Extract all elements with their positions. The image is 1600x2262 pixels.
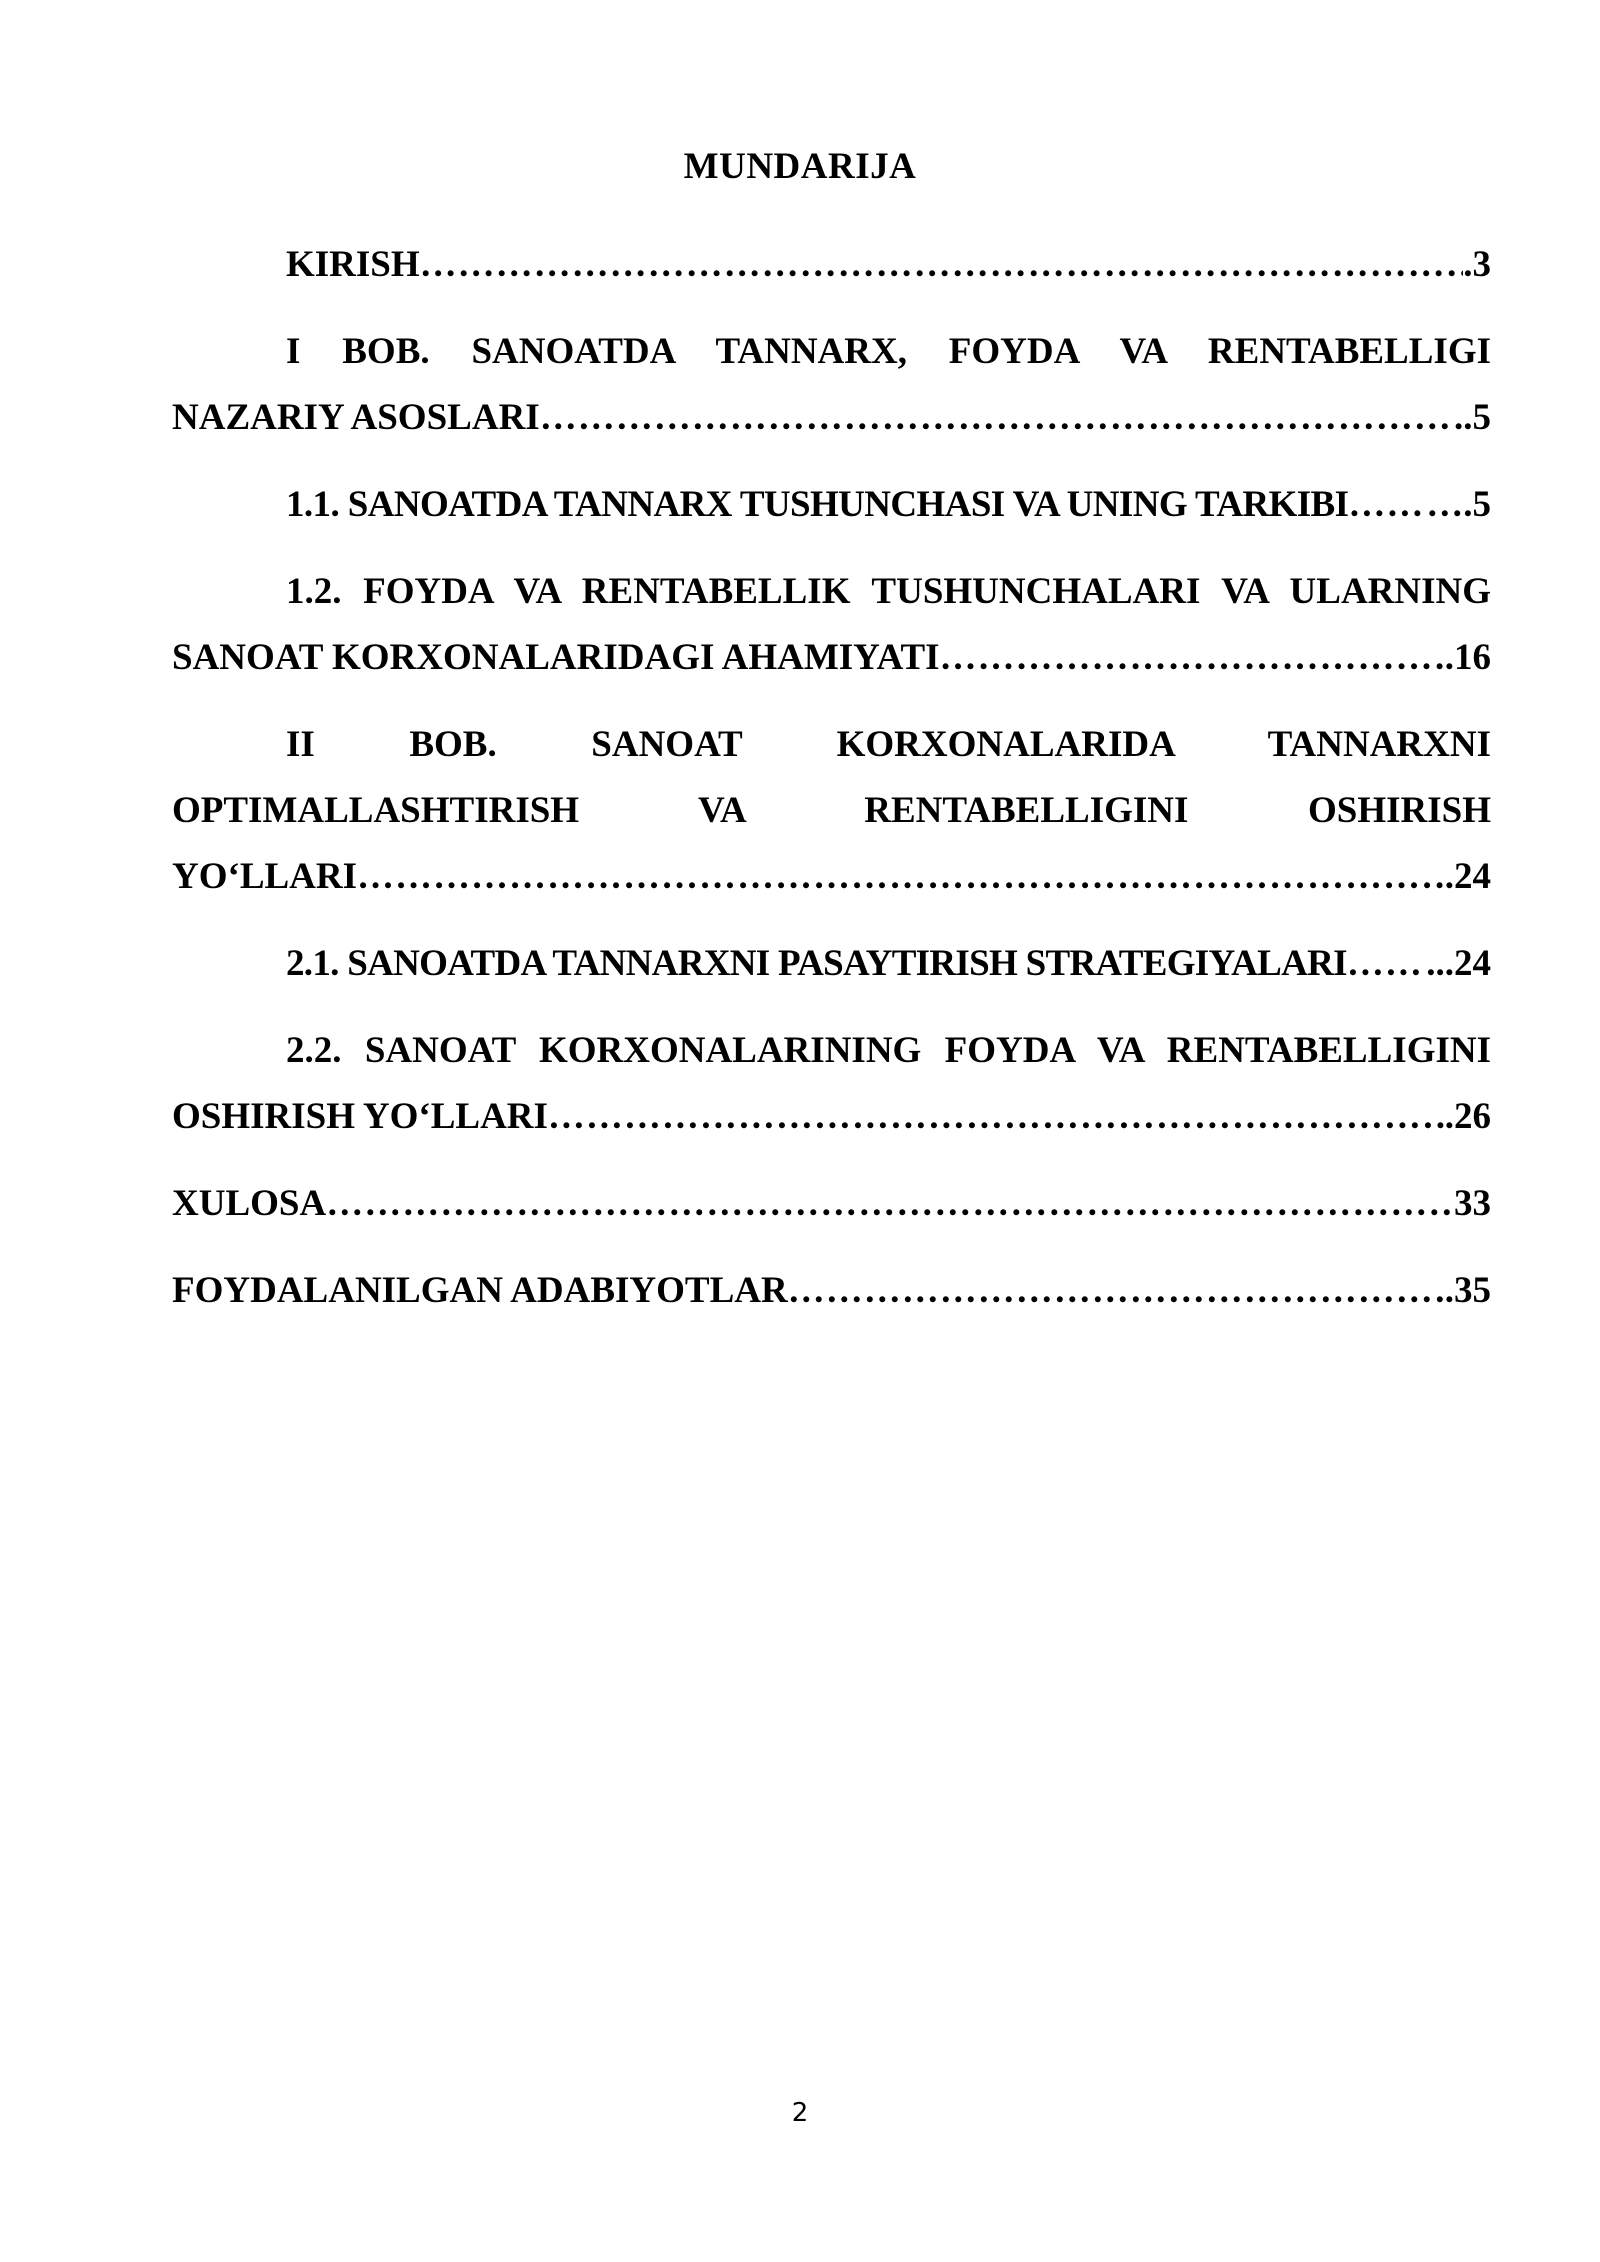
toc-line <box>229 931 1491 997</box>
page-number: 2 <box>791 2098 809 2128</box>
dot-leader <box>788 1258 1445 1324</box>
table-of-contents <box>172 232 1491 1345</box>
toc-line <box>229 232 1491 298</box>
dot-leader <box>940 625 1445 691</box>
toc-line <box>172 625 1491 691</box>
toc-entry-adabiyotlar <box>172 1258 1491 1324</box>
toc-entry-text: SANOAT KORXONALARIDAGI AHAMIYATI <box>172 637 940 678</box>
dot-leader <box>1347 931 1426 997</box>
toc-entry-text: OSHIRISH YO‘LLARI <box>172 1096 548 1137</box>
dot-leader <box>540 385 1454 451</box>
toc-entry-text: KIRISH <box>286 244 420 285</box>
toc-line <box>172 844 1491 910</box>
dot-leader <box>326 1171 1454 1237</box>
toc-line <box>172 1171 1491 1237</box>
toc-entry-text: FOYDALANILGAN ADABIYOTLAR <box>172 1270 788 1311</box>
toc-page-number: .16 <box>1444 637 1491 678</box>
toc-entry-bob2 <box>172 712 1491 910</box>
toc-entry-1-1 <box>229 472 1491 538</box>
toc-line <box>229 472 1491 538</box>
toc-page-number: .35 <box>1444 1270 1491 1311</box>
toc-entry-text: 1.1. SANOATDA TANNARX TUSHUNCHASI VA UNING TARKIBI <box>286 484 1349 525</box>
toc-page-number: ...24 <box>1426 943 1491 984</box>
toc-line: I BOB. SANOATDA TANNARX, FOYDA VA RENTABELLIGI <box>286 331 1491 372</box>
toc-page-number: 33 <box>1454 1183 1491 1224</box>
toc-line: 1.2. FOYDA VA RENTABELLIK TUSHUNCHALARI VA ULARNING <box>286 571 1491 612</box>
toc-entry-text: YO‘LLARI <box>172 856 358 897</box>
dot-leader <box>1348 472 1426 538</box>
toc-line <box>172 1084 1491 1150</box>
toc-entry-xulosa <box>172 1171 1491 1237</box>
toc-page-number: .3 <box>1463 244 1491 285</box>
toc-entry-text: NAZARIY ASOSLARI <box>172 397 540 438</box>
toc-page-number: .26 <box>1444 1096 1491 1137</box>
toc-entry-2-2 <box>172 1018 1491 1150</box>
toc-line: II BOB. SANOAT KORXONALARIDA TANNARXNI <box>286 724 1491 765</box>
dot-leader <box>357 844 1445 910</box>
dot-leader <box>548 1084 1445 1150</box>
toc-line <box>172 1258 1491 1324</box>
toc-line <box>172 385 1491 451</box>
toc-entry-bob1 <box>172 319 1491 451</box>
toc-line: 2.2. SANOAT KORXONALARINING FOYDA VA RENTABELLIGINI <box>286 1030 1491 1071</box>
toc-page-number: .24 <box>1444 856 1491 897</box>
toc-entry-text: XULOSA <box>172 1183 327 1224</box>
dot-leader <box>420 232 1464 298</box>
toc-entry-1-2 <box>172 559 1491 691</box>
page-title: MUNDARIJA <box>683 146 917 187</box>
toc-entry-text: 2.1. SANOATDA TANNARXNI PASAYTIRISH STRATEGIYALARI <box>286 943 1347 984</box>
toc-line: OPTIMALLASHTIRISH VA RENTABELLIGINI OSHIRISH <box>172 790 1491 831</box>
toc-page-number: ….5 <box>1426 484 1491 525</box>
toc-page-number: ..5 <box>1454 397 1491 438</box>
toc-entry-kirish <box>229 232 1491 298</box>
toc-entry-2-1 <box>229 931 1491 997</box>
